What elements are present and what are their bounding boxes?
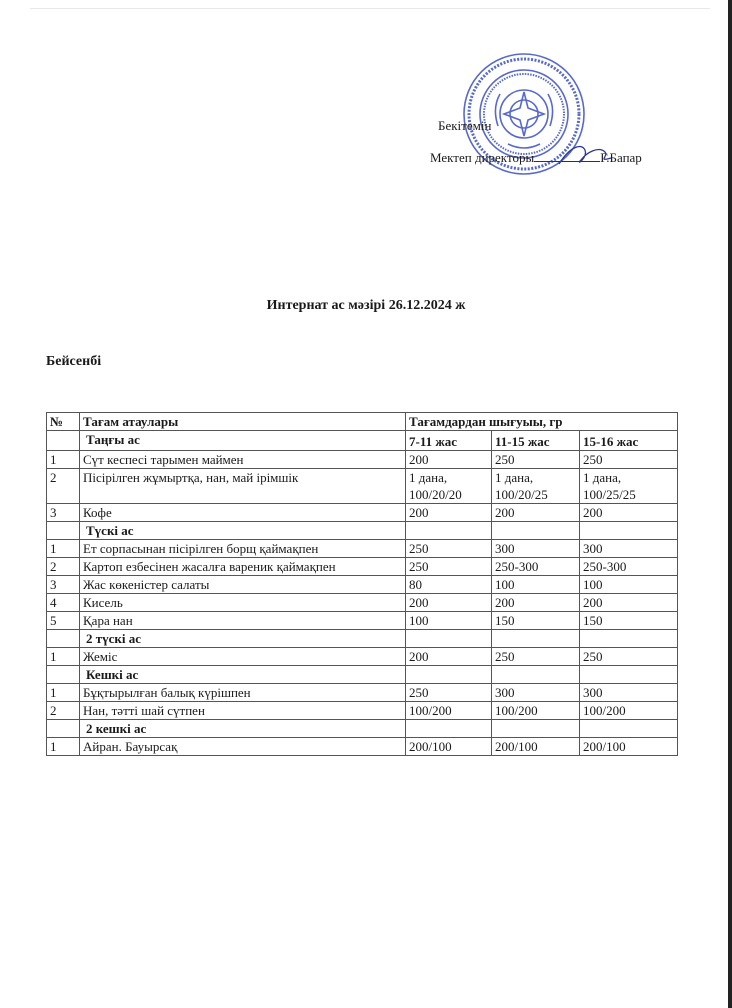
portion-value: 200	[406, 648, 492, 666]
director-name: Г.Бапар	[600, 150, 642, 165]
row-number: 2	[47, 702, 80, 720]
empty-cell	[492, 666, 580, 684]
dish-name: Айран. Бауырсақ	[80, 738, 406, 756]
portion-value: 150	[580, 612, 678, 630]
portion-value: 250-300	[492, 558, 580, 576]
table-row	[47, 648, 678, 666]
dish-name: Сүт кеспесі тарымен маймен	[80, 451, 406, 469]
portion-value: 100	[492, 576, 580, 594]
section-title: 2 кешкі ас	[80, 720, 406, 738]
dish-name: Кисель	[80, 594, 406, 612]
empty-cell	[580, 666, 678, 684]
row-number: 1	[47, 451, 80, 469]
scan-top-line	[30, 8, 710, 9]
dish-name: Бұқтырылған балық күрішпен	[80, 684, 406, 702]
portion-value: 300	[492, 540, 580, 558]
row-number: 2	[47, 469, 80, 504]
table-row	[47, 612, 678, 630]
row-number: 5	[47, 612, 80, 630]
dish-name: Жеміс	[80, 648, 406, 666]
scan-edge	[728, 0, 732, 1008]
portion-value: 1 дана, 100/20/25	[492, 469, 580, 504]
portion-value: 250	[406, 558, 492, 576]
table-row	[47, 504, 678, 522]
signature-icon	[555, 138, 615, 172]
menu-table	[46, 412, 678, 756]
empty-cell	[492, 630, 580, 648]
section-row	[47, 630, 678, 648]
empty-cell	[406, 522, 492, 540]
portion-value: 100/200	[492, 702, 580, 720]
empty-cell	[492, 720, 580, 738]
portion-value: 250	[580, 451, 678, 469]
row-number: 3	[47, 504, 80, 522]
table-row	[47, 558, 678, 576]
table-row	[47, 702, 678, 720]
portion-value: 250-300	[580, 558, 678, 576]
section-row	[47, 431, 678, 451]
table-row	[47, 594, 678, 612]
table-row	[47, 576, 678, 594]
empty-cell	[580, 630, 678, 648]
portion-value: 200	[406, 504, 492, 522]
portion-value: 250	[580, 648, 678, 666]
section-row	[47, 522, 678, 540]
section-no-cell	[47, 666, 80, 684]
table-row	[47, 451, 678, 469]
portion-value: 200/100	[580, 738, 678, 756]
row-number: 1	[47, 738, 80, 756]
row-number: 3	[47, 576, 80, 594]
dish-name: Картоп езбесінен жасалға вареник қаймақпен	[80, 558, 406, 576]
portion-value: 300	[580, 540, 678, 558]
section-no-cell	[47, 431, 80, 451]
day-label: Бейсенбі	[46, 354, 102, 369]
empty-cell	[580, 522, 678, 540]
portion-value: 1 дана, 100/25/25	[580, 469, 678, 504]
portion-value: 100/200	[406, 702, 492, 720]
col-name-header: Тағам атаулары	[80, 413, 406, 431]
portion-value: 250	[406, 540, 492, 558]
director-label: Мектеп директоры	[430, 150, 535, 165]
row-number: 1	[47, 648, 80, 666]
portion-value: 200	[580, 594, 678, 612]
age-group-header: 11-15 жас	[492, 431, 580, 451]
section-no-cell	[47, 630, 80, 648]
col-output-header: Тағамдардан шығуыы, гр	[406, 413, 678, 431]
section-no-cell	[47, 720, 80, 738]
approve-label: Бекітемін	[438, 118, 492, 133]
portion-value: 100	[580, 576, 678, 594]
row-number: 4	[47, 594, 80, 612]
empty-cell	[406, 666, 492, 684]
empty-cell	[492, 522, 580, 540]
menu-table-body	[47, 413, 678, 756]
portion-value: 300	[580, 684, 678, 702]
portion-value: 100/200	[580, 702, 678, 720]
section-title: Таңғы ас	[80, 431, 406, 451]
section-row	[47, 720, 678, 738]
dish-name: Кофе	[80, 504, 406, 522]
portion-value: 250	[492, 451, 580, 469]
portion-value: 200/100	[492, 738, 580, 756]
portion-value: 250	[492, 648, 580, 666]
portion-value: 1 дана, 100/20/20	[406, 469, 492, 504]
portion-value: 200/100	[406, 738, 492, 756]
row-number: 1	[47, 540, 80, 558]
portion-value: 200	[406, 594, 492, 612]
age-group-header: 15-16 жас	[580, 431, 678, 451]
portion-value: 200	[492, 504, 580, 522]
page-title: Интернат ас мәзірі 26.12.2024 ж	[266, 298, 466, 313]
portion-value: 150	[492, 612, 580, 630]
row-number: 2	[47, 558, 80, 576]
dish-name: Нан, тәтті шай сүтпен	[80, 702, 406, 720]
dish-name: Ет сорпасынан пісірілген борщ қаймақпен	[80, 540, 406, 558]
table-row	[47, 738, 678, 756]
age-group-header: 7-11 жас	[406, 431, 492, 451]
empty-cell	[406, 630, 492, 648]
dish-name: Жас көкеністер салаты	[80, 576, 406, 594]
portion-value: 80	[406, 576, 492, 594]
dish-name: Қара нан	[80, 612, 406, 630]
table-header-row	[47, 413, 678, 431]
row-number: 1	[47, 684, 80, 702]
portion-value: 100	[406, 612, 492, 630]
table-row	[47, 684, 678, 702]
portion-value: 200	[406, 451, 492, 469]
dish-name: Пісірілген жұмыртқа, нан, май ірімшік	[80, 469, 406, 504]
section-no-cell	[47, 522, 80, 540]
section-title: 2 түскі ас	[80, 630, 406, 648]
portion-value: 200	[492, 594, 580, 612]
empty-cell	[406, 720, 492, 738]
portion-value: 200	[580, 504, 678, 522]
section-row	[47, 666, 678, 684]
empty-cell	[580, 720, 678, 738]
portion-value: 250	[406, 684, 492, 702]
table-row	[47, 469, 678, 504]
col-no-header: №	[47, 413, 80, 431]
section-title: Кешкі ас	[80, 666, 406, 684]
table-row	[47, 540, 678, 558]
section-title: Түскі ас	[80, 522, 406, 540]
portion-value: 300	[492, 684, 580, 702]
